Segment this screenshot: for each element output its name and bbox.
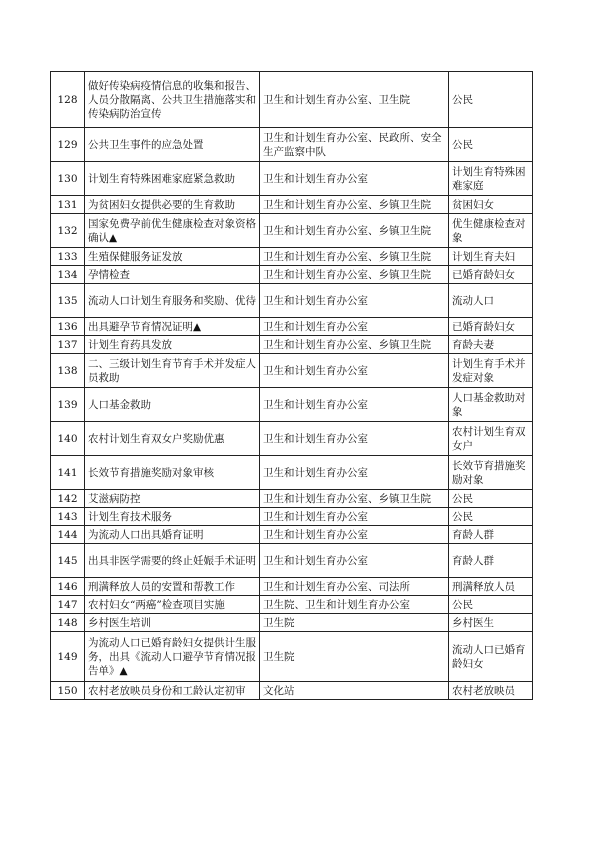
row-department: 文化站 — [260, 682, 449, 700]
table-row — [51, 388, 533, 422]
row-number: 148 — [51, 614, 85, 632]
table-row — [51, 456, 533, 490]
table-row — [51, 578, 533, 596]
row-department: 卫生院 — [260, 614, 449, 632]
row-item: 计划生育特殊困难家庭紧急救助 — [85, 162, 260, 196]
row-target: 公民 — [449, 72, 533, 128]
row-number: 149 — [51, 632, 85, 682]
row-target: 公民 — [449, 128, 533, 162]
row-target: 计划生育特殊困难家庭 — [449, 162, 533, 196]
row-target: 计划生育夫妇 — [449, 248, 533, 266]
row-number: 134 — [51, 266, 85, 284]
table-row — [51, 318, 533, 336]
row-department: 卫生和计划生育办公室 — [260, 422, 449, 456]
row-number: 131 — [51, 196, 85, 214]
table-row — [51, 196, 533, 214]
table-row — [51, 682, 533, 700]
row-department: 卫生和计划生育办公室 — [260, 526, 449, 544]
table-row — [51, 354, 533, 388]
row-item: 为流动人口已婚育龄妇女提供计生服务，出具《流动人口避孕节育情况报告单》▲ — [85, 632, 260, 682]
row-item: 刑满释放人员的安置和帮教工作 — [85, 578, 260, 596]
row-target: 农村老放映员 — [449, 682, 533, 700]
row-department: 卫生和计划生育办公室 — [260, 544, 449, 578]
row-department: 卫生和计划生育办公室、乡镇卫生院 — [260, 214, 449, 248]
row-number: 137 — [51, 336, 85, 354]
row-target: 农村计划生育双女户 — [449, 422, 533, 456]
row-number: 139 — [51, 388, 85, 422]
row-number: 128 — [51, 72, 85, 128]
row-item: 为贫困妇女提供必要的生育救助 — [85, 196, 260, 214]
row-item: 公共卫生事件的应急处置 — [85, 128, 260, 162]
row-item: 出具非医学需要的终止妊娠手术证明 — [85, 544, 260, 578]
row-number: 144 — [51, 526, 85, 544]
row-target: 已婚育龄妇女 — [449, 266, 533, 284]
row-item: 为流动人口出具婚育证明 — [85, 526, 260, 544]
row-target: 已婚育龄妇女 — [449, 318, 533, 336]
row-target: 贫困妇女 — [449, 196, 533, 214]
row-department: 卫生院、卫生和计划生育办公室 — [260, 596, 449, 614]
row-number: 150 — [51, 682, 85, 700]
row-department: 卫生和计划生育办公室 — [260, 284, 449, 318]
table-row — [51, 284, 533, 318]
row-item: 生殖保健服务证发放 — [85, 248, 260, 266]
service-items-table — [50, 71, 533, 700]
table-row — [51, 490, 533, 508]
row-item: 计划生育技术服务 — [85, 508, 260, 526]
row-department: 卫生和计划生育办公室、乡镇卫生院 — [260, 196, 449, 214]
row-number: 143 — [51, 508, 85, 526]
row-number: 141 — [51, 456, 85, 490]
row-target: 流动人口已婚育龄妇女 — [449, 632, 533, 682]
row-number: 145 — [51, 544, 85, 578]
row-department: 卫生和计划生育办公室 — [260, 388, 449, 422]
table-row — [51, 596, 533, 614]
table-row — [51, 128, 533, 162]
row-number: 136 — [51, 318, 85, 336]
row-department: 卫生和计划生育办公室、乡镇卫生院 — [260, 336, 449, 354]
row-number: 129 — [51, 128, 85, 162]
table-row — [51, 72, 533, 128]
table-row — [51, 508, 533, 526]
row-number: 130 — [51, 162, 85, 196]
row-item: 出具避孕节育情况证明▲ — [85, 318, 260, 336]
row-number: 132 — [51, 214, 85, 248]
row-department: 卫生院 — [260, 632, 449, 682]
row-number: 140 — [51, 422, 85, 456]
row-item: 计划生育药具发放 — [85, 336, 260, 354]
row-department: 卫生和计划生育办公室 — [260, 354, 449, 388]
row-target: 长效节育措施奖励对象 — [449, 456, 533, 490]
row-item: 农村老放映员身份和工龄认定初审 — [85, 682, 260, 700]
row-target: 育龄人群 — [449, 544, 533, 578]
row-number: 147 — [51, 596, 85, 614]
row-number: 138 — [51, 354, 85, 388]
table-row — [51, 544, 533, 578]
row-item: 农村妇女“两癌”检查项目实施 — [85, 596, 260, 614]
table-row — [51, 266, 533, 284]
row-target: 流动人口 — [449, 284, 533, 318]
row-department: 卫生和计划生育办公室 — [260, 456, 449, 490]
row-item: 流动人口计划生育服务和奖励、优待 — [85, 284, 260, 318]
row-target: 公民 — [449, 490, 533, 508]
row-item: 艾滋病防控 — [85, 490, 260, 508]
table-row — [51, 526, 533, 544]
row-target: 乡村医生 — [449, 614, 533, 632]
row-department: 卫生和计划生育办公室、乡镇卫生院 — [260, 266, 449, 284]
row-department: 卫生和计划生育办公室 — [260, 162, 449, 196]
row-department: 卫生和计划生育办公室、民政所、安全生产监察中队 — [260, 128, 449, 162]
table-row — [51, 162, 533, 196]
row-target: 优生健康检查对象 — [449, 214, 533, 248]
row-target: 育龄人群 — [449, 526, 533, 544]
row-target: 公民 — [449, 508, 533, 526]
row-department: 卫生和计划生育办公室、司法所 — [260, 578, 449, 596]
row-target: 计划生育手术并发症对象 — [449, 354, 533, 388]
row-item: 乡村医生培训 — [85, 614, 260, 632]
row-item: 国家免费孕前优生健康检查对象资格确认▲ — [85, 214, 260, 248]
row-department: 卫生和计划生育办公室、乡镇卫生院 — [260, 248, 449, 266]
row-department: 卫生和计划生育办公室 — [260, 318, 449, 336]
row-department: 卫生和计划生育办公室 — [260, 508, 449, 526]
row-item: 做好传染病疫情信息的收集和报告、人员分散隔离、公共卫生措施落实和传染病防治宣传 — [85, 72, 260, 128]
row-item: 长效节育措施奖励对象审核 — [85, 456, 260, 490]
row-department: 卫生和计划生育办公室、卫生院 — [260, 72, 449, 128]
table-row — [51, 632, 533, 682]
table-row — [51, 614, 533, 632]
row-department: 卫生和计划生育办公室、乡镇卫生院 — [260, 490, 449, 508]
row-item: 二、三级计划生育节育手术并发症人员救助 — [85, 354, 260, 388]
row-target: 公民 — [449, 596, 533, 614]
row-target: 刑满释放人员 — [449, 578, 533, 596]
table-row — [51, 336, 533, 354]
row-target: 育龄夫妻 — [449, 336, 533, 354]
row-number: 142 — [51, 490, 85, 508]
table-row — [51, 422, 533, 456]
table-row — [51, 214, 533, 248]
row-number: 146 — [51, 578, 85, 596]
row-item: 孕情检查 — [85, 266, 260, 284]
row-item: 农村计划生育双女户奖励优惠 — [85, 422, 260, 456]
row-number: 135 — [51, 284, 85, 318]
row-target: 人口基金救助对象 — [449, 388, 533, 422]
table-row — [51, 248, 533, 266]
row-item: 人口基金救助 — [85, 388, 260, 422]
row-number: 133 — [51, 248, 85, 266]
